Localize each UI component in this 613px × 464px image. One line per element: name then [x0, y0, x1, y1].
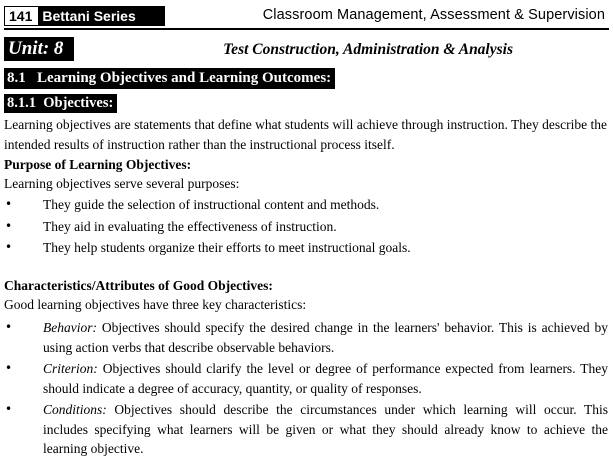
- purpose-item-text: They help students organize their efforts to meet instructional goals.: [43, 240, 411, 255]
- bullet-icon: •: [5, 218, 13, 233]
- characteristics-list: [4, 318, 608, 459]
- bullet-icon: •: [5, 240, 13, 254]
- bullet-icon: •: [5, 361, 13, 375]
- intro-paragraph: Learning objectives are statements that define what students will achieve through instruction. They describe the intended results of instruction rather than the instructional process itself.: [4, 117, 607, 152]
- characteristics-lead: Good learning objectives have three key characteristics:: [4, 297, 307, 312]
- purpose-item-text: They aid in evaluating the effectiveness of instruction.: [43, 218, 337, 234]
- characteristic-term: Behavior:: [43, 320, 97, 335]
- list-item: [4, 400, 608, 459]
- characteristic-term: Conditions:: [43, 402, 107, 417]
- list-item: [4, 318, 608, 357]
- purpose-lead: Learning objectives serve several purposes:: [4, 176, 240, 191]
- series-name: Bettani Series: [38, 7, 163, 25]
- bullet-icon: •: [5, 197, 13, 211]
- unit-row: [4, 37, 609, 63]
- characteristics-heading: Characteristics/Attributes of Good Objectives:: [4, 278, 273, 293]
- page-number: 141: [9, 8, 33, 24]
- page-number-badge: [4, 6, 165, 26]
- characteristic-text: Objectives should clarify the level or degree of performance expected from learners. They should indicate a degree of accuracy, quantity, or quality of responses.: [43, 361, 608, 396]
- purpose-list: [4, 195, 608, 258]
- characteristic-term: Criterion:: [43, 361, 98, 376]
- book-title: Classroom Management, Assessment & Supervision: [262, 7, 605, 23]
- list-item: [4, 195, 608, 215]
- subsection-heading: 8.1.1 Objectives:: [4, 94, 117, 113]
- section-heading: 8.1 Learning Objectives and Learning Outcomes:: [4, 68, 335, 89]
- list-item: [4, 238, 608, 258]
- unit-label: Unit: 8: [4, 37, 74, 61]
- list-item: [4, 217, 608, 237]
- characteristic-text: Objectives should specify the desired change in the learners' behavior. This is achieved by using action verbs that describe observable behaviors.: [43, 320, 608, 355]
- characteristic-text: Objectives should describe the circumstances under which learning will occur. This includes specifying what learners will be given or what they should already know to achieve the learning objective.: [43, 402, 608, 456]
- list-item: [4, 359, 608, 398]
- purpose-item-text: They guide the selection of instructional content and methods.: [43, 197, 380, 212]
- page-header: [4, 4, 609, 30]
- bullet-icon: •: [5, 320, 13, 334]
- unit-title: Test Construction, Administration & Analysis: [223, 41, 513, 58]
- bullet-icon: •: [5, 402, 13, 416]
- purpose-heading: Purpose of Learning Objectives:: [4, 157, 192, 172]
